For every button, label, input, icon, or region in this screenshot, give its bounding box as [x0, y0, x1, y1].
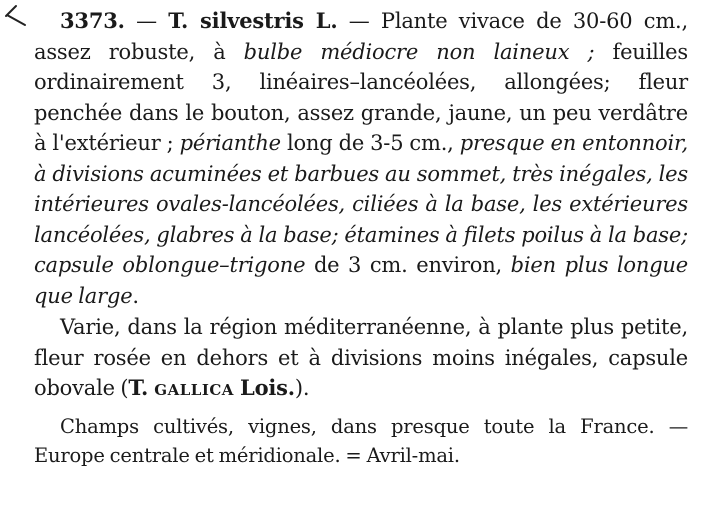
- entry-number: 3373.: [60, 8, 125, 33]
- margin-check-mark-icon: [4, 2, 28, 30]
- species-description: [34, 6, 688, 311]
- description-text: [34, 9, 688, 308]
- description-italic-run: bien plus longue que large: [34, 253, 688, 308]
- description-run: — Plante vivace de 30-60 cm., assez robuste, à: [34, 9, 688, 64]
- variant-text: Varie, dans la région méditerranéenne, à plante plus petite, fleur rosée en dehors et à divisions moins inégales, capsule obovale (: [34, 315, 688, 400]
- description-run: feuilles ordinairement 3, linéaires–lancéolées, allongées; fleur penchée dans le bouton, assez grande, jaune, un peu verdâtre à l'extérieur ;: [34, 39, 688, 155]
- variant-end: ).: [294, 376, 310, 400]
- species-entry: [34, 6, 688, 470]
- description-italic-run: presque en entonnoir, à divisions acuminées et barbues au sommet, très inégales, les intérieures ovales-lancéolées, ciliées à la base, les extérieures lancéolées, glabres à la base; étamines à filets poilus à la base; capsule oblongue–trigone: [34, 131, 688, 277]
- habitat-paragraph: Champs cultivés, vignes, dans presque toute la France. — Europe centrale et méridionale. = Avril-mai.: [34, 414, 688, 467]
- description-run: de 3 cm. environ,: [305, 253, 511, 277]
- variant-species: gallica: [154, 375, 234, 400]
- variant-genus: T.: [128, 375, 155, 400]
- description-italic-run: bulbe médiocre non laineux ;: [243, 39, 595, 64]
- species-name: T. silvestris L.: [168, 8, 338, 33]
- description-run: long de 3-5 cm.,: [280, 131, 460, 155]
- entry-dash: —: [124, 9, 169, 33]
- variant-author: Lois.: [233, 375, 295, 400]
- description-italic-run: périanthe: [179, 131, 281, 155]
- variant-paragraph: [34, 312, 688, 404]
- description-run: .: [132, 283, 139, 308]
